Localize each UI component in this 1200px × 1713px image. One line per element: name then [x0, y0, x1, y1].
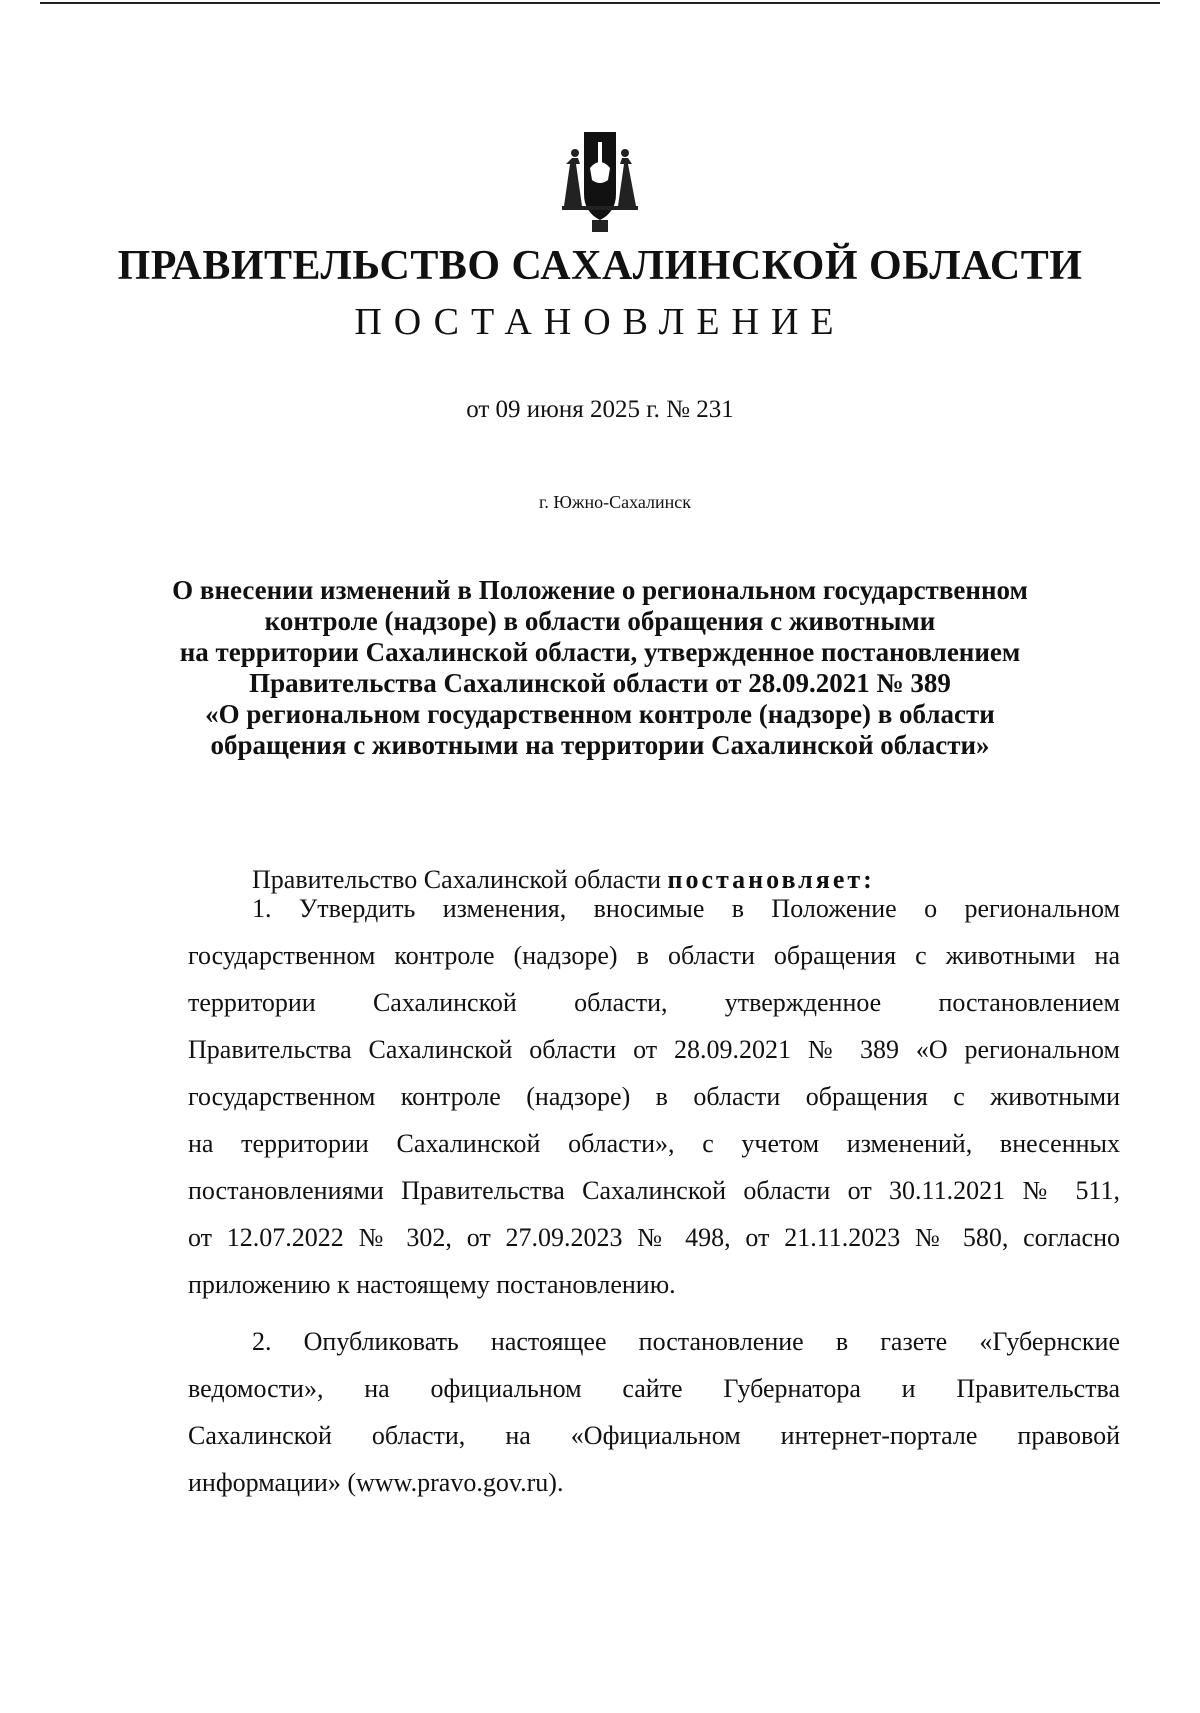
- subject-line: Правительства Сахалинской области от 28.09.2021 № 389: [249, 668, 951, 698]
- paragraph-line: ведомости», на официальном сайте Губернатора и Правительства: [188, 1374, 1120, 1403]
- coat-of-arms-icon: [554, 128, 646, 236]
- paragraph-line: постановлениями Правительства Сахалинской области от 30.11.2021 № 511,: [188, 1176, 1120, 1205]
- subject-line: О внесении изменений в Положение о региональном государственном: [172, 575, 1028, 605]
- subject-line: на территории Сахалинской области, утвержденное постановлением: [179, 637, 1021, 667]
- paragraph-line: от 12.07.2022 № 302, от 27.09.2023 № 498, от 21.11.2023 № 580, согласно: [188, 1223, 1120, 1252]
- paragraph-line: Правительства Сахалинской области от 28.09.2021 № 389 «О региональном: [188, 1035, 1120, 1064]
- paragraph-line: Сахалинской области, на «Официальном интернет-портале правовой: [188, 1421, 1120, 1450]
- government-title: ПРАВИТЕЛЬСТВО САХАЛИНСКОЙ ОБЛАСТИ: [117, 243, 1083, 289]
- subject-line: «О региональном государственном контроле (надзоре) в области: [205, 699, 995, 729]
- subject-line: обращения с животными на территории Сахалинской области»: [210, 730, 990, 760]
- preamble-text: Правительство Сахалинской области: [252, 865, 668, 894]
- paragraph-2: [188, 1318, 1120, 1506]
- paragraph-line: территории Сахалинской области, утвержденное постановлением: [188, 988, 1120, 1017]
- document-subject: [150, 575, 1050, 761]
- paragraph-line: на территории Сахалинской области», с учетом изменений, внесенных: [188, 1129, 1120, 1158]
- document-type: ПОСТАНОВЛЕНИЕ: [354, 301, 846, 343]
- paragraph-line: приложению к настоящему постановлению.: [188, 1270, 676, 1299]
- paragraph-line: государственном контроле (надзоре) в области обращения с животными: [188, 1082, 1120, 1111]
- document-date-number: от 09 июня 2025 г. № 231: [466, 396, 734, 423]
- paragraph-line: 2. Опубликовать настоящее постановление в газете «Губернские: [252, 1327, 1120, 1356]
- subject-line: контроле (надзоре) в области обращения с животными: [264, 606, 936, 636]
- paragraph-line: государственном контроле (надзоре) в области обращения с животными на: [188, 941, 1120, 970]
- paragraph-1: [188, 885, 1120, 1308]
- preamble-emphasis: постановляет:: [667, 865, 875, 894]
- paragraph-line: 1. Утвердить изменения, вносимые в Положение о региональном: [252, 894, 1120, 923]
- document-city: г. Южно-Сахалинск: [538, 492, 692, 512]
- paragraph-line: информации» (www.pravo.gov.ru).: [188, 1468, 564, 1497]
- top-border-line: [40, 2, 1160, 4]
